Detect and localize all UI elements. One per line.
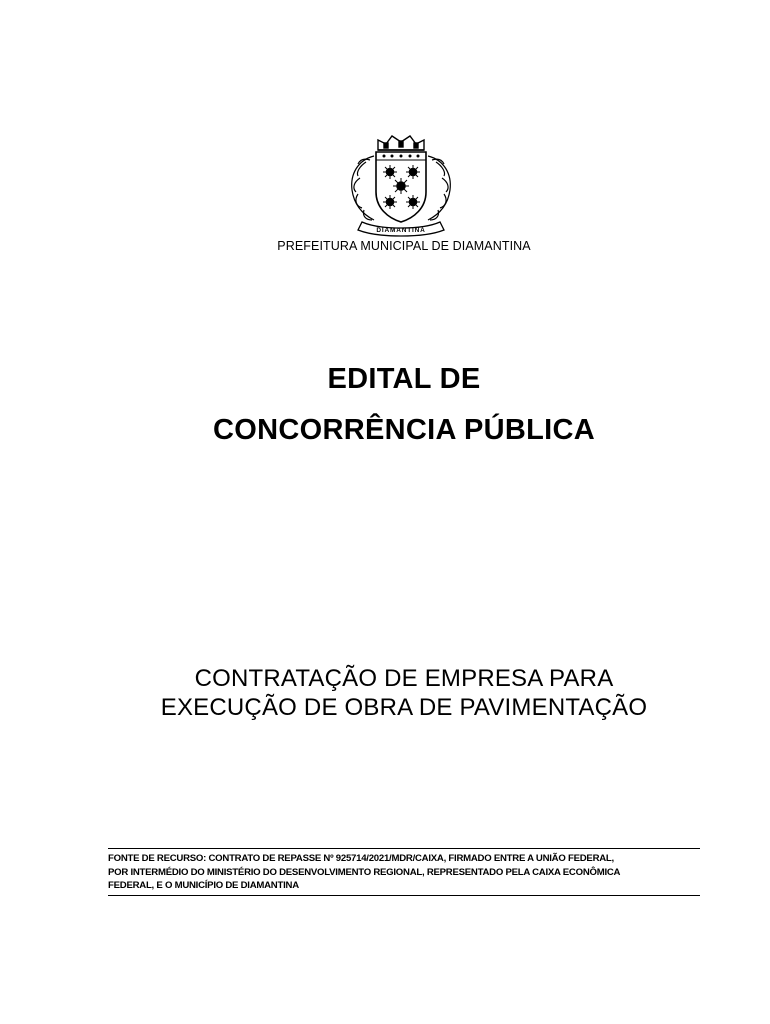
crest-ribbon-text: DIAMANTINA xyxy=(376,227,426,234)
municipality-name: PREFEITURA MUNICIPAL DE DIAMANTINA xyxy=(277,239,531,253)
document-subject-line-1: CONTRATAÇÃO DE EMPRESA PARA xyxy=(194,665,614,692)
document-title-line-1: EDITAL DE xyxy=(327,363,481,395)
funding-source-line-3: FEDERAL, E O MUNICÍPIO DE DIAMANTINA xyxy=(108,880,299,891)
funding-source-line-1: FONTE DE RECURSO: CONTRATO DE REPASSE Nº 925714/2021/MDR/CAIXA, FIRMADO ENTRE A UNIÃO FEDERAL, xyxy=(108,853,614,864)
coat-of-arms-icon xyxy=(340,130,462,242)
document-title-line-2: CONCORRÊNCIA PÚBLICA xyxy=(213,414,595,446)
document-subject-line-2: EXECUÇÃO DE OBRA DE PAVIMENTAÇÃO xyxy=(160,694,648,721)
funding-source-box xyxy=(108,848,700,896)
funding-source-line-2: POR INTERMÉDIO DO MINISTÉRIO DO DESENVOLVIMENTO REGIONAL, REPRESENTADO PELA CAIXA ECONÔMICA xyxy=(108,866,621,878)
